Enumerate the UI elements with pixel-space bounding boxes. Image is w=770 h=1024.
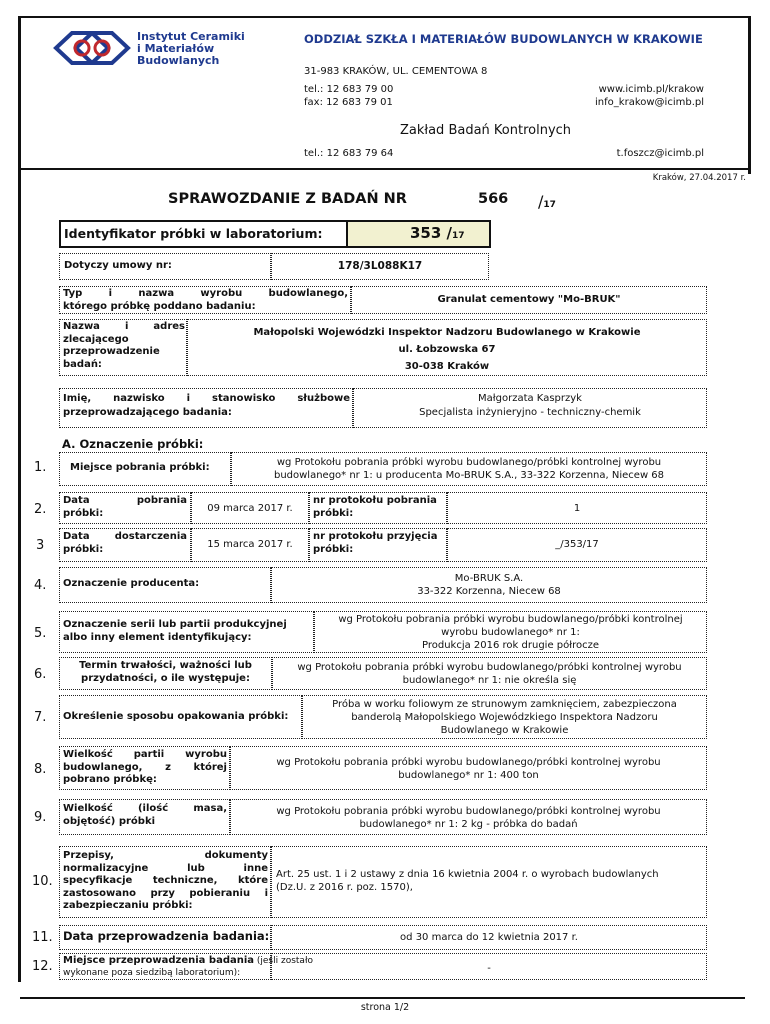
row9-label-line: Wielkość (ilość masa, — [63, 803, 227, 814]
row3-date: 15 marca 2017 r. — [207, 539, 293, 550]
row8-value-line: wg Protokołu pobrania próbki wyrobu budowlanego/próbki kontrolnej wyrobu — [276, 757, 661, 768]
tester-label — [63, 392, 350, 420]
report-suffix: / — [538, 192, 544, 211]
footer-line — [20, 997, 745, 999]
department-name: Zakład Badań Kontrolnych — [400, 123, 572, 138]
header-divider — [18, 168, 751, 170]
row2-label-line: Data pobrania — [63, 495, 187, 506]
row5-value-line: Produkcja 2016 rok drugie półrocze — [421, 640, 599, 651]
institute-name-line: Instytut Ceramiki — [137, 30, 245, 43]
row5-label-line: albo inny element identyfikujący: — [63, 631, 252, 643]
row6-value-line: wg Protokołu pobrania próbki wyrobu budowlanego/próbki kontrolnej wyrobu — [297, 662, 682, 673]
row1-value-line: wg Protokołu pobrania próbki wyrobu budowlanego/próbki kontrolnej wyrobu — [276, 457, 662, 468]
right-frame-line — [748, 16, 751, 174]
agreement-value: 178/3L088K17 — [337, 260, 423, 272]
row1-value — [231, 456, 707, 482]
row10-label-line: Przepisy, dokumenty — [63, 850, 268, 861]
row-number: 12. — [32, 959, 53, 974]
report-year: 17 — [543, 200, 556, 210]
institute-name-line: i Materiałów — [137, 42, 215, 55]
row7-value-line: banderolą Małopolskiego Wojewódzkiego Inspektora Nadzoru — [351, 712, 658, 723]
row2-proto-label-line: próbki: — [313, 507, 354, 519]
client-label-line: przeprowadzenie — [63, 346, 160, 357]
client-label-line: zlecającego — [63, 333, 129, 345]
row3-label — [63, 531, 187, 556]
row12-label-rest: (jeśli zostało — [254, 956, 314, 966]
row10-value-line: Art. 25 ust. 1 i 2 ustawy z dnia 16 kwietnia 2004 r. o wyrobach budowlanych — [276, 869, 659, 880]
row10-label-line: zastosowano przy pobieraniu i — [63, 887, 268, 899]
tester-label-line: Imię, nazwisko i stanowisko służbowe — [63, 393, 350, 404]
row10-label-line: specyfikacje techniczne, które — [63, 875, 268, 886]
row8-label — [63, 749, 227, 787]
row12-value: - — [487, 963, 491, 974]
row2-proto-label — [313, 495, 437, 520]
row4-label: Oznaczenie producenta: — [63, 578, 200, 589]
row1-value-line: budowlanego* nr 1: u producenta Mo-BRUK S.A., 33-322 Korzenna, Niecew 68 — [273, 470, 665, 481]
row2-label-line: próbki: — [63, 507, 104, 519]
row10-label — [63, 850, 268, 913]
row10-value — [276, 868, 706, 894]
row6-value — [272, 661, 707, 687]
sample-id-number: 353 / — [410, 224, 453, 242]
row1-label: Miejsce pobrania próbki: — [70, 462, 210, 473]
row-number: 10. — [32, 874, 53, 889]
sample-id-value — [410, 224, 465, 242]
sample-id-divider — [346, 220, 348, 248]
row8-label-line: Wielkość partii wyrobu — [63, 749, 227, 760]
row3-proto-label-line: nr protokołu przyjęcia — [313, 531, 438, 542]
row8-label-line: pobrano próbkę: — [63, 774, 157, 785]
page-number: strona 1/2 — [360, 1002, 410, 1013]
row7-label: Określenie sposobu opakowania próbki: — [63, 711, 289, 722]
row9-label — [63, 803, 227, 828]
row2-proto-label-line: nr protokołu pobrania — [313, 495, 437, 506]
department-email: t.foszcz@icimb.pl — [616, 148, 704, 159]
row6-value-line: budowlanego* nr 1: nie określa się — [402, 675, 577, 686]
institute-name — [137, 31, 245, 67]
row9-value-line: wg Protokołu pobrania próbki wyrobu budowlanego/próbki kontrolnej wyrobu — [276, 806, 661, 817]
row11-label: Data przeprowadzenia badania: — [63, 929, 270, 943]
tester-value — [353, 392, 707, 420]
product-type-label — [63, 288, 348, 313]
client-label-line: badań: — [63, 358, 102, 370]
division-email: info_krakow@icimb.pl — [595, 97, 704, 108]
sample-id-label: Identyfikator próbki w laboratorium: — [64, 226, 323, 241]
row-number: 7. — [34, 710, 47, 725]
client-value-line: ul. Łobzowska 67 — [398, 344, 496, 355]
row-number: 1. — [34, 460, 47, 475]
row3-proto-label-line: próbki: — [313, 543, 354, 555]
row2-date: 09 marca 2017 r. — [207, 503, 293, 514]
row-number: 6. — [34, 667, 47, 682]
agreement-label: Dotyczy umowy nr: — [64, 260, 172, 271]
row3-label-line: Data dostarczenia — [63, 531, 187, 542]
top-frame-line — [18, 16, 751, 18]
row10-label-line: normalizacyjne lub inne — [63, 862, 268, 874]
row9-label-line: objętość) próbki — [63, 815, 156, 827]
left-frame-line — [18, 16, 21, 982]
row8-value — [230, 756, 707, 782]
row12-label-bold: Miejsce przeprowadzenia badania — [63, 955, 255, 966]
row5-label — [63, 619, 287, 644]
row7-value-line: Próba w worku foliowym ze strunowym zamknięciem, zabezpieczona — [332, 699, 677, 710]
sample-id-year: 17 — [452, 231, 465, 241]
row7-value — [302, 698, 707, 737]
row4-value — [271, 572, 707, 598]
product-type-value: Granulat cementowy "Mo-BRUK" — [437, 294, 621, 305]
row10-label-line: zabezpieczaniu próbki: — [63, 900, 193, 911]
row-number: 3 — [36, 538, 45, 553]
row-number: 2. — [34, 502, 47, 517]
row5-value-line: wyrobu budowlanego* nr 1: — [441, 627, 580, 638]
row-number: 4. — [34, 578, 47, 593]
row8-value-line: budowlanego* nr 1: 400 ton — [398, 770, 539, 781]
report-title: SPRAWOZDANIE Z BADAŃ NR — [168, 191, 407, 207]
client-label-line: Nazwa i adres — [63, 321, 185, 332]
row6-label-line: Termin trwałości, ważności lub — [79, 660, 252, 671]
report-number: 566 — [478, 191, 509, 207]
row12-label-line: wykonane poza siedzibą laboratorium): — [63, 968, 241, 978]
product-type-label-line: Typ i nazwa wyrobu budowlanego, — [63, 288, 348, 299]
client-label — [63, 321, 185, 371]
row3-label-line: próbki: — [63, 543, 104, 555]
division-name: ODDZIAŁ SZKŁA I MATERIAŁÓW BUDOWLANYCH W KRAKOWIE — [304, 32, 703, 46]
client-value-line: 30-038 Kraków — [404, 361, 490, 372]
row-number: 9. — [34, 810, 47, 825]
tester-label-line: przeprowadzającego badania: — [63, 407, 232, 418]
tester-value-line: Małgorzata Kasprzyk — [478, 393, 582, 404]
row11-value: od 30 marca do 12 kwietnia 2017 r. — [400, 932, 578, 943]
division-www: www.icimb.pl/krakow — [598, 84, 704, 95]
row3-proto-value: _/353/17 — [555, 539, 599, 550]
department-tel: tel.: 12 683 79 64 — [304, 148, 394, 159]
institute-logo-icon — [52, 28, 132, 68]
row6-label-line: przydatności, o ile występuje: — [81, 672, 250, 684]
row10-value-line: (Dz.U. z 2016 r. poz. 1570), — [276, 882, 413, 893]
row5-value — [314, 613, 707, 652]
row-number: 8. — [34, 762, 47, 777]
row5-label-line: Oznaczenie serii lub partii produkcyjnej — [63, 619, 287, 630]
date-place: Kraków, 27.04.2017 r. — [652, 173, 746, 183]
division-address: 31-983 KRAKÓW, UL. CEMENTOWA 8 — [304, 66, 488, 77]
division-fax: fax: 12 683 79 01 — [304, 97, 393, 108]
division-tel: tel.: 12 683 79 00 — [304, 84, 394, 95]
row8-label-line: budowlanego, z której — [63, 761, 227, 773]
report-number-suffix — [538, 192, 556, 211]
row6-label — [59, 660, 272, 685]
product-type-label-line: którego próbkę poddano badaniu: — [63, 300, 256, 312]
row7-value-line: Budowlanego w Krakowie — [440, 725, 569, 736]
row3-proto-label — [313, 531, 437, 556]
row-number: 5. — [34, 626, 47, 641]
client-value — [187, 324, 707, 375]
tester-value-line: Specjalista inżynieryjno - techniczny-chemik — [419, 407, 641, 418]
client-value-line: Małopolski Wojewódzki Inspektor Nadzoru Budowlanego w Krakowie — [253, 327, 641, 338]
row4-value-line: 33-322 Korzenna, Niecew 68 — [417, 586, 561, 597]
row5-value-line: wg Protokołu pobrania próbki wyrobu budowlanego/próbki kontrolnej — [338, 614, 683, 625]
row4-value-line: Mo-BRUK S.A. — [454, 573, 524, 584]
row9-value-line: budowlanego* nr 1: 2 kg - próbka do badań — [359, 819, 578, 830]
row2-label — [63, 495, 187, 520]
section-a-heading: A. Oznaczenie próbki: — [62, 437, 204, 451]
row-number: 11. — [32, 930, 53, 945]
row9-value — [230, 805, 707, 831]
institute-name-line: Budowlanych — [137, 54, 220, 67]
row2-proto-value: 1 — [573, 503, 581, 514]
